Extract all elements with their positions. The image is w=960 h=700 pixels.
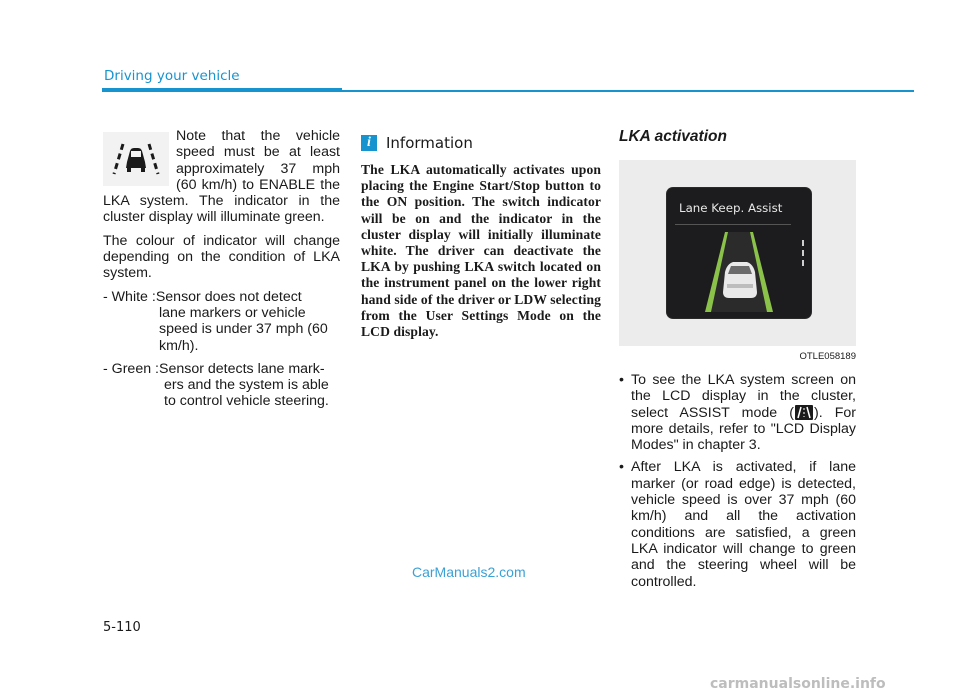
def-term: - Green : (103, 360, 159, 377)
screen-title: Lane Keep. Assist (679, 201, 783, 215)
note-block (103, 128, 340, 233)
left-column (103, 128, 340, 417)
bullet-item (619, 372, 856, 453)
bullet-item: • After LKA is activated, if lane marker (or road edge) is detected, vehicle speed is over 37 mph (60 km/h) and all the activation conditions are satisfied, a green LKA indicator will change to green and the steering wheel will be controlled. (619, 459, 856, 589)
page-number: 5-110 (103, 620, 141, 635)
figure-code: OTLE058189 (799, 351, 856, 362)
footer-site: carmanualsonline.info (710, 676, 886, 692)
activation-bullets (619, 372, 856, 590)
bullet-text-a: To see the LKA system screen on the LCD display in the cluster, select ASSIST mode ( (631, 372, 856, 421)
cluster-screen (667, 188, 811, 318)
info-body: The LKA automatically activates upon placing the Engine Start/Stop button to the ON position. The switch indicator will be on and the indicator in the cluster display will initially illuminate white. The driver can deactivate the LKA by pushing LKA switch located on the instrument panel on the lower right hand side of the driver or LDW selecting from the User Settings Mode on the LCD display. (361, 162, 602, 340)
lka-indicator-icon (103, 132, 169, 186)
header-rule-thin (342, 90, 914, 92)
info-column (361, 128, 601, 340)
def-continuation: ers and the system is able to control vehicle steering. (164, 377, 329, 410)
info-header (361, 134, 601, 152)
def-first-line: Sensor does not detect (155, 288, 302, 305)
right-column (619, 128, 856, 596)
header-rule-thick (102, 88, 342, 92)
def-continuation: lane markers or vehicle speed is under 37 mph (60 km/h). (159, 304, 328, 354)
info-title: Information (386, 134, 473, 152)
def-term: - White : (103, 288, 156, 305)
info-icon: i (361, 135, 377, 151)
lka-activation-title: LKA activation (619, 128, 727, 145)
lane-graphic (667, 188, 811, 318)
watermark: CarManuals2.com (412, 564, 526, 580)
lka-figure (619, 160, 856, 346)
colour-paragraph: The colour of indicator will change depending on the condition of LKA system. (103, 232, 340, 282)
bullet-text-b: ). For more details, refer to "LCD Display Modes" in chapter 3. (631, 404, 857, 454)
assist-mode-icon (795, 405, 813, 420)
def-green (103, 361, 340, 410)
def-white (103, 289, 340, 354)
note-text: Note that the vehicle speed must be at least approximately 37 mph (60 km/h) to ENABLE the LKA system. The indicator in the cluster display will illuminate green. (103, 128, 340, 226)
def-first-line: Sensor detects lane mark- (158, 360, 325, 377)
section-header-title: Driving your vehicle (104, 68, 240, 84)
